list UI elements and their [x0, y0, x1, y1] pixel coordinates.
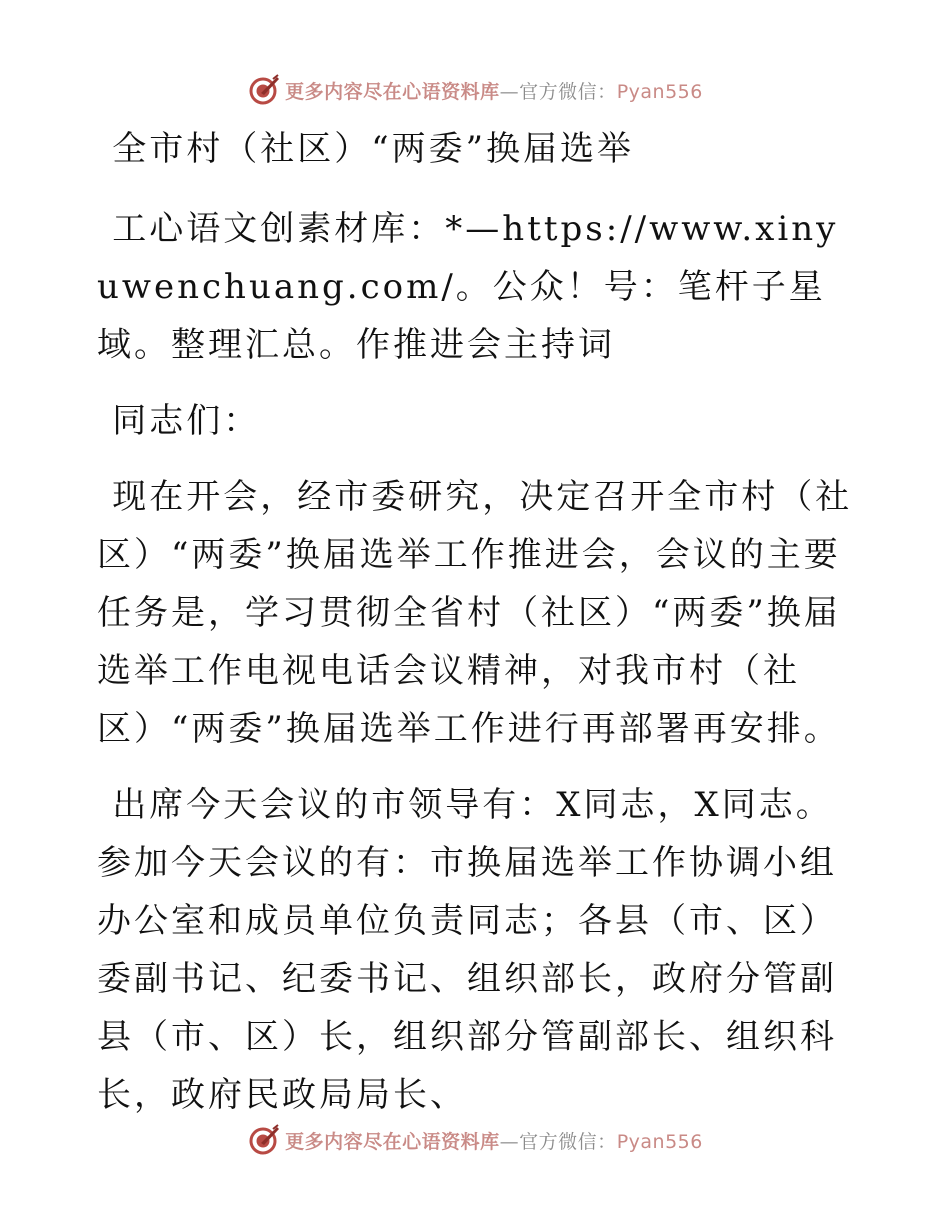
document-title: 全市村（社区）“两委”换届选举	[112, 129, 635, 169]
salutation: 同志们：	[112, 401, 261, 441]
watermark-text: 更多内容尽在心语资料库—官方微信：Pyan556	[285, 80, 703, 103]
document-body	[97, 120, 857, 1142]
watermark-text: 更多内容尽在心语资料库—官方微信：Pyan556	[285, 1130, 703, 1153]
intro-paragraph: 工心语文创素材库：*—https://www.xinyuwenchuang.com/。公众！号：笔杆子星域。整理汇总。作推进会主持词	[97, 209, 839, 365]
quill-pen-logo-icon	[247, 73, 281, 107]
footer-watermark	[0, 1120, 950, 1160]
paragraph-opening: 现在开会，经市委研究，决定召开全市村（社区）“两委”换届选举工作推进会，会议的主要任务是，学习贯彻全省村（社区）“两委”换届选举工作电视电话会议精神，对我市村（社区）“两委”换届选举工作进行再部署再安排。	[97, 477, 853, 749]
header-watermark	[0, 70, 950, 110]
paragraph-attendees: 出席今天会议的市领导有：X同志，X同志。参加今天会议的有：市换届选举工作协调小组办公室和成员单位负责同志；各县（市、区）委副书记、纪委书记、组织部长，政府分管副县（市、区）长，组织部分管副部长、组织科长，政府民政局局长、	[97, 785, 837, 1115]
quill-pen-logo-icon	[247, 1123, 281, 1157]
